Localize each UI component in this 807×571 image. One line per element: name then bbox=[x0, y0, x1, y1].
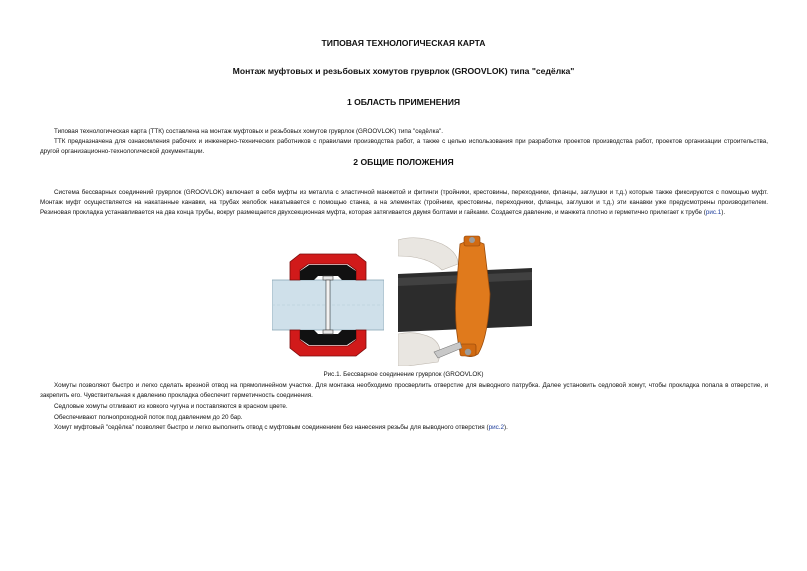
coupling-photo bbox=[398, 234, 532, 366]
section2-paragraph-3: Седловые хомуты отливают из ковкого чугуна и поставляются в красном цвете. bbox=[54, 403, 288, 410]
section2-p5-text: Хомут муфтовый "седёлка" позволяет быстро и легко выполнить отвод с муфтовым соединением без нанесения резьбы для выводного отверстия ( bbox=[54, 424, 489, 431]
section2-p5-end: ). bbox=[503, 424, 508, 431]
section2-heading: 2 ОБЩИЕ ПОЛОЖЕНИЯ bbox=[353, 157, 454, 167]
section2-paragraph-5 bbox=[40, 423, 768, 433]
doc-subtitle: Монтаж муфтовых и резьбовых хомутов груврлок (GROOVLOK) типа "седёлка" bbox=[232, 66, 575, 76]
figure-1-caption: Рис.1. Бессварное соединение груврлок (GROOVLOK) bbox=[323, 371, 484, 378]
section2-paragraph-4: Обеспечивают полнопроходной поток под давлением до 20 бар. bbox=[54, 414, 243, 421]
coupling-section-diagram bbox=[272, 250, 384, 358]
doc-title: ТИПОВАЯ ТЕХНОЛОГИЧЕСКАЯ КАРТА bbox=[321, 38, 486, 48]
fig2-link[interactable]: рис.2 bbox=[488, 424, 504, 431]
section1-paragraph-2: ТТК предназначена для ознакомления рабочих и инженерно-технических работников с правилами производства работ, а также с целью использования при разработке проектов производства работ, проектов организации строительства, другой организационно-технологической документации. bbox=[40, 138, 768, 155]
section1-paragraph-1: Типовая технологическая карта (ТТК) составлена на монтаж муфтовых и резьбовых хомутов груврлок (GROOVLOK) типа "седёлка". bbox=[54, 128, 443, 135]
section2-paragraph-2: Хомуты позволяют быстро и легко сделать врезной отвод на прямолинейном участке. Для монтажа необходимо просверлить отверстие для выводного патрубка. Далее установить седловой хомут, чтобы прокладка попала в отверстие, и закрепить его. Чувствительная к давлению прокладка обеспечит герметичность соединения. bbox=[40, 382, 768, 399]
section2-p1-text: Система бессварных соединений груврлок (GROOVLOK) включает в себя муфты из металла с эластичной манжетой и фитинги (тройники, крестовины, переходники, фланцы, заглушки и т.д.) которые также фиксируются с помощью муфт. Монтаж муфт осуществляется на накатанные канавки, на трубах желобок накатывается с помощью станка, а на элементах (тройники, крестовины, переходники, фланцы, заглушки и т.д.) эти канавки уже предусмотрены производителем. Резиновая прокладка устанавливается на два конца трубы, вокруг размещается двухсекционная муфта, которая затягивается двумя болтами и гайками. Создается давление, и манжета плотно и герметично прилегает к трубе ( bbox=[40, 189, 768, 216]
fig1-link[interactable]: рис.1 bbox=[705, 209, 722, 216]
section1-heading: 1 ОБЛАСТЬ ПРИМЕНЕНИЯ bbox=[346, 97, 461, 107]
section2-paragraph-1 bbox=[40, 188, 768, 218]
section2-p1-end: ). bbox=[721, 209, 726, 216]
